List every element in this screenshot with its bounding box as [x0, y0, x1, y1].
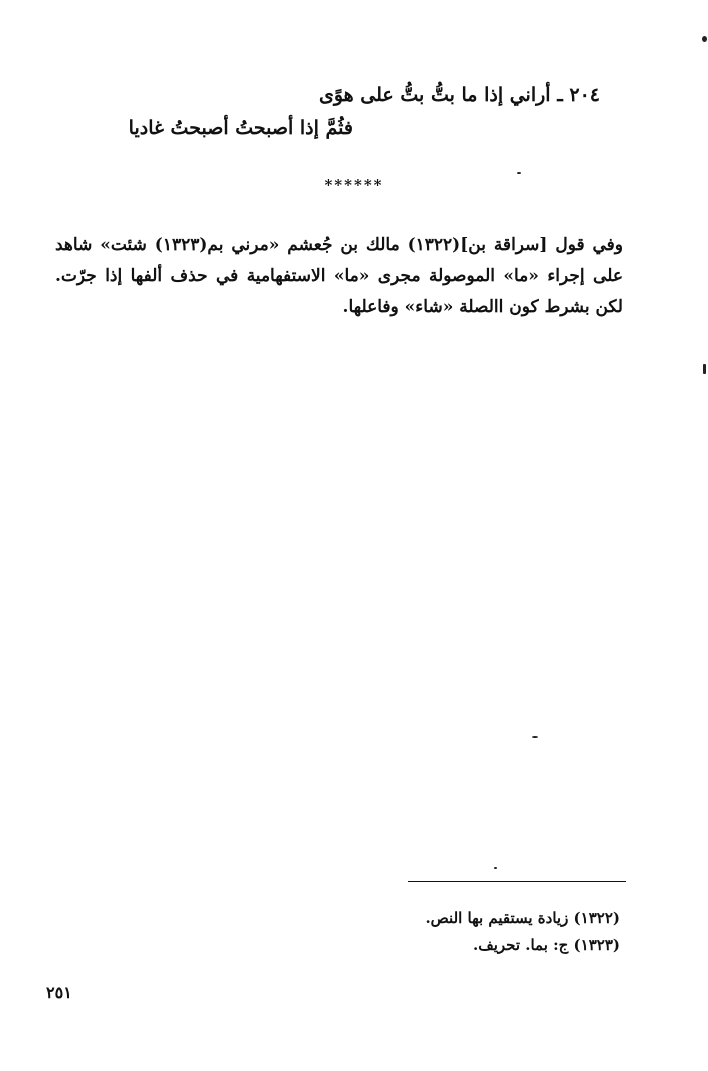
scan-speck [517, 172, 521, 174]
section-separator: ****** [324, 176, 384, 194]
footnote-divider [408, 881, 626, 882]
scan-speck [703, 364, 706, 374]
footnotes [425, 905, 620, 959]
scan-speck [494, 867, 497, 869]
footnote-1323: (١٣٢٣) ج: بما. تحريف. [472, 936, 620, 954]
page-number: ٢٥١ [46, 983, 72, 1002]
body-paragraph: وفي قول [سراقة بن](١٣٢٢) مالك بن جُعشم «مرني بم(١٣٢٣) شئت» شاهد على إجراء «ما» الموصولة مجرى «ما» الاستفهامية في حذف ألفها إذا جرّت. لكن بشرط كون االصلة «شاء» وفاعلها. [55, 235, 624, 317]
scan-speck [532, 736, 538, 738]
scan-speck [702, 36, 707, 42]
verse-second-hemistich: فثُمَّ إذا أصبحتُ أصبحتُ غاديا [128, 117, 353, 139]
footnote-1322: (١٣٢٢) زيادة يستقيم بها النص. [425, 909, 620, 927]
verse-first-hemistich: ٢٠٤ ـ أراني إذا ما بتُّ بتُّ على هوًى [318, 84, 600, 106]
